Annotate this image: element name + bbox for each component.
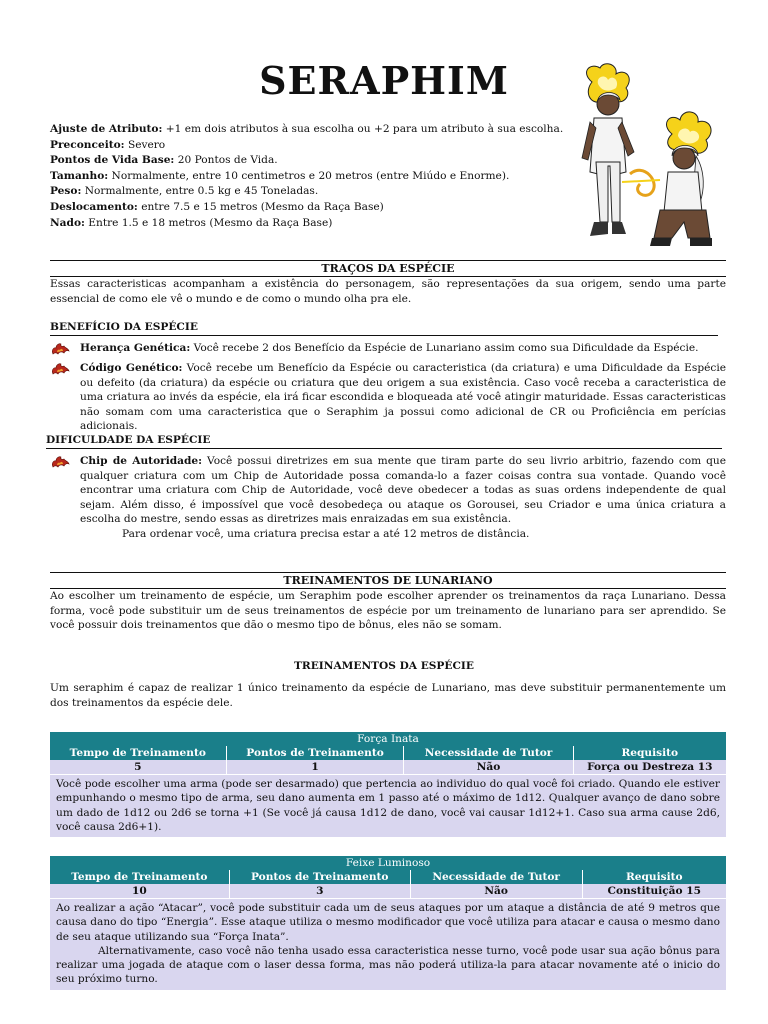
- value-requisito: Constituição 15: [582, 884, 726, 899]
- attr-tamanho: Tamanho: Normalmente, entre 10 centimetros e 20 metros (entre Miúdo e Enorme).: [50, 169, 510, 182]
- section-heading-tracos: TRAÇOS DA ESPÉCIE: [50, 260, 726, 277]
- value-tempo: 5: [50, 760, 226, 775]
- treinamentos-especie-description: Um seraphim é capaz de realizar 1 único treinamento da espécie de Lunariano, mas deve substituir permanentemente um dos treinamentos da espécie dele.: [50, 682, 726, 709]
- training-table-feixe-luminoso: [50, 856, 726, 990]
- value-tutor: Não: [410, 884, 582, 899]
- treinamentos-lunariano-description: Ao escolher um treinamento de espécie, um Seraphim pode escolher aprender os treinamentos da raça Lunariano. Dessa forma, você pode substituir um de seus treinamentos de espécie por um treinamento de lunariano para ser aprendido. Se você possuir dois treinamentos que dão o mesmo tipo de bônus, eles não se somam.: [50, 590, 726, 632]
- value-pontos: 1: [226, 760, 404, 775]
- chip-autoridade-range-note: Para ordenar você, uma criatura precisa estar a até 12 metros de distância.: [122, 527, 530, 540]
- flame-bullet-icon: [50, 362, 70, 376]
- training-description: Você pode escolher uma arma (pode ser desarmado) que pertencia ao individuo do qual você foi criado. Quando ele estiver empunhando o mesmo tipo de arma, seu dano aumenta em 1 passo até o máximo de 1d12. Qualquer avanço de dano sobre um dado de 1d12 ou 2d6 se torna +1 (Se você já causa 1d12 de dano, você vai causar 1d12+1. Caso sua arma cause 2d6, você causa 2d6+1).: [50, 775, 726, 838]
- attr-deslocamento: Deslocamento: entre 7.5 e 15 metros (Mesmo da Raça Base): [50, 200, 384, 213]
- value-tutor: Não: [404, 760, 573, 775]
- flame-bullet-icon: [50, 455, 70, 469]
- value-pontos: 3: [229, 884, 410, 899]
- col-tempo: Tempo de Treinamento: [50, 746, 226, 760]
- value-tempo: 10: [50, 884, 229, 899]
- training-table-forca-inata: [50, 732, 726, 837]
- attr-ajuste: Ajuste de Atributo: +1 em dois atributos à sua escolha ou +2 para um atributo à sua escolha.: [50, 123, 564, 135]
- attr-peso: Peso: Normalmente, entre 0.5 kg e 45 Toneladas.: [50, 185, 319, 198]
- page-title: SERAPHIM: [259, 58, 509, 103]
- col-pontos: Pontos de Treinamento: [226, 746, 404, 760]
- value-requisito: Força ou Destreza 13: [573, 760, 726, 775]
- col-pontos: Pontos de Treinamento: [229, 870, 410, 884]
- col-requisito: Requisito: [582, 870, 726, 884]
- subheading-beneficio: BENEFÍCIO DA ESPÉCIE: [50, 321, 718, 336]
- beneficio-codigo-genetico: Código Genético: Você recebe um Benefício da Espécie ou caracteristica (da criatura) e uma Dificuldade da Espécie ou defeito (da criatura) da espécie ou criatura que deu origem a sua existência. Caso você receba a caracteristica de uma criatura ao invés da espécie, ela irá ficar escondida e bloqueada até você atingir maturidade. Essas caracteristicas não somam com uma caracteristica que o Seraphim ja possui como adicional de CR ou Proficiência em perícias adicionais.: [50, 361, 726, 434]
- dificuldade-chip-autoridade: Chip de Autoridade: Você possui diretrizes em sua mente que tiram parte do seu livrio arbitrio, fazendo com que qualquer criatura com um Chip de Autoridade possa comanda-lo a fazer coisas contra sua vontade. Quando você encontrar uma criatura com Chip de Autoridade, você deve obedecer a todas as suas ordens independente de qual sejam. Além disso, é impossível que você desobedeça ou ataque os Gorousei, seu Criador e uma única criatura a escolha do mestre, sendo essas as diretrizes mais enraizadas em sua existência. Para ordenar você, uma criatura precisa estar a até 12 metros de distância.: [50, 454, 726, 542]
- beneficio-heranca-genetica: Herança Genética: Você recebe 2 dos Benefício da Espécie de Lunariano assim como sua Dificuldade da Espécie.: [50, 341, 726, 356]
- subheading-dificuldade: DIFICULDADE DA ESPÉCIE: [46, 434, 722, 449]
- training-name: Força Inata: [50, 732, 726, 746]
- subheading-treinamentos-especie: TREINAMENTOS DA ESPÉCIE: [294, 660, 474, 672]
- flame-bullet-icon: [50, 342, 70, 356]
- attr-preconceito: Preconceito: Severo: [50, 138, 166, 151]
- col-tempo: Tempo de Treinamento: [50, 870, 229, 884]
- training-name: Feixe Luminoso: [50, 856, 726, 870]
- attr-pontos-vida: Pontos de Vida Base: 20 Pontos de Vida.: [50, 154, 278, 167]
- attr-nado: Nado: Entre 1.5 e 18 metros (Mesmo da Raça Base): [50, 216, 333, 229]
- col-tutor: Necessidade de Tutor: [404, 746, 573, 760]
- tracos-description: Essas caracteristicas acompanham a existência do personagem, são representações da sua origem, sendo uma parte essencial de como ele vê o mundo e de como o mundo olha pra ele.: [50, 278, 726, 305]
- attribute-list: [50, 122, 570, 231]
- training-description: Ao realizar a ação “Atacar”, você pode substituir cada um de seus ataques por um ataque a distância de até 9 metros que causa dano do tipo “Energia”. Esse ataque utiliza o mesmo modificador que você utiliza para atacar e causa o mesmo dano de seu ataque utilizando sua “Força Inata”. Alternativamente, caso você não tenha usado essa caracteristica nesse turno, você pode usar sua ação bônus para realizar uma jogada de ataque com o laser dessa forma, mas não poderá utiliza-la para atacar novamente até o inicio do seu próximo turno.: [50, 899, 726, 990]
- section-heading-treinamentos-lunariano: TREINAMENTOS DE LUNARIANO: [50, 572, 726, 589]
- col-tutor: Necessidade de Tutor: [410, 870, 582, 884]
- col-requisito: Requisito: [573, 746, 726, 760]
- seraphim-character-illustration: [560, 62, 720, 262]
